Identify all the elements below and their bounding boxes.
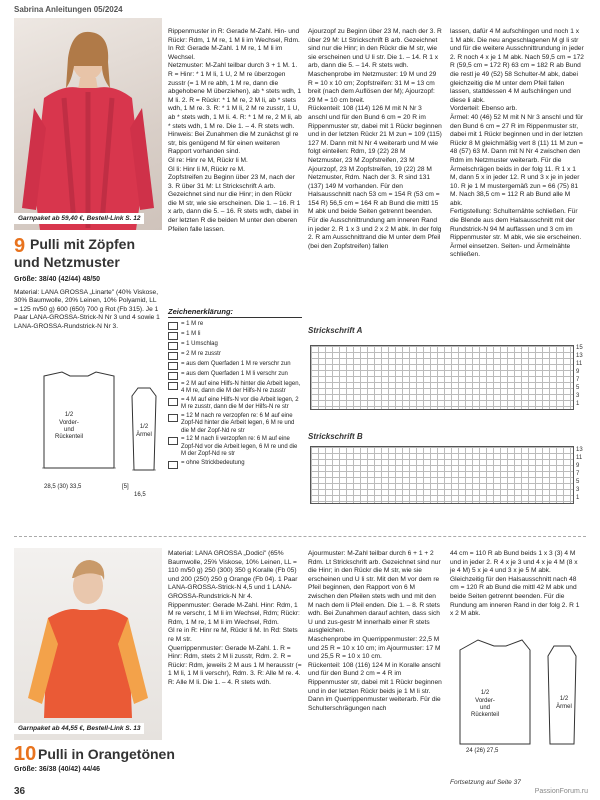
size-info-2: Größe: 36/38 (40/42) 44/46 — [14, 766, 100, 773]
model-illustration — [14, 18, 162, 230]
product-photo-orange-sweater — [14, 548, 162, 740]
instructions-col3: Ajourzopf zu Beginn über 23 M, nach der 3. R über 29 M: Lt Strickschrift B arb. Gezeichnet sind nur die Hinr; in den Rückr die M str, wie sie erscheinen und U li str. Die 1. – 14. R 1 x arb, dann die 5. – 14. R stets wdh. Maschenprobe im Netzmuster: 19 M und 29 R = 10 x 10 cm; Zopfstreifen: 31 M = 13 cm breit (nach dem Auflösen der M); Ajourzopf: 29 M = 10 cm breit. Rückenteil: 108 (114) 126 M mit N Nr 3 anschl und für den Bund 6 cm = 20 R im Rippenmuster str, dabei mit 1 Rückr beginnen und in der letzten Rückr 21 M zun = 109 (115) 127 M. Dann mit N Nr 4 weiterarb und M wie folgt einteilen: Rdm, 19 (22) 28 M Netzmuster, 23 M Zopfstreifen, 23 M Ajourzopf, 23 M Zopfstreifen, 19 (22) 28 M Netzmuster, Rdm. Nach der 3. R sind 131 (137) 149 M vorhanden. Für den Halsausschnitt nach 53 cm = 154 R (53 cm = 154 R) 56,5 cm = 164 R ab Bund die mittl 15 M abk und beide Seiten getrennt beenden. Für die Ausschnittrundung am inneren Rand in jeder 2. R 1 x 3 und 2 x 2 M abk. In der folg 2. R am Ausschnittrand die M unter dem Pfeil (bei den Zopfstreifen) fallen — [308, 28, 442, 250]
product-photo-red-sweater — [14, 18, 162, 230]
legend-text: = 1 M re — [181, 320, 204, 327]
chart-b-label: Strickschrift B — [308, 432, 363, 441]
s10-label-e: 1/2 — [559, 696, 569, 702]
legend-item — [168, 351, 302, 360]
legend-item — [168, 460, 302, 469]
legend-item — [168, 397, 302, 412]
legend-list — [168, 321, 302, 469]
schematic-label-6: Ärmel — [136, 432, 152, 438]
legend-item — [168, 413, 302, 436]
legend-item — [168, 381, 302, 396]
legend-symbol-icon — [168, 352, 178, 360]
schematic-label-3: und — [63, 427, 74, 433]
chart-row-number: 11 — [576, 455, 583, 461]
chart-b-grid — [310, 446, 574, 504]
legend-title: Zeichenerklärung: — [168, 308, 302, 318]
continuation-note: Fortsetzung auf Seite 37 — [450, 779, 521, 786]
schematic-sleeve-measure: 16,5 — [134, 492, 146, 498]
site-watermark: PassionForum.ru — [534, 788, 588, 795]
chart-a-label: Strickschrift A — [308, 326, 363, 335]
chart-row-number: 3 — [576, 487, 580, 493]
pattern-title-line2: und Netzmuster — [14, 254, 120, 270]
chart-a-grid — [310, 345, 574, 410]
chart-row-number: 1 — [576, 495, 580, 501]
legend-text: = aus dem Querfaden 1 M li verschr zun — [181, 370, 288, 377]
legend-symbol-icon — [168, 372, 178, 380]
legend-symbol-icon — [168, 461, 178, 469]
instructions-col2: Rippenmuster in R: Gerade M-Zahl. Hin- und Rückr: Rdm, 1 M re, 1 M li im Wechsel, Rdm. In Rd: Gerade M-Zahl. 1 M re, 1 M li im Wechsel. Netzmuster: M-Zahl teilbar durch 3 + 1 M. 1. R = Hinr: * 1 M li, 1 U, 2 M re überzogen zusstr (= 1 M re abh, 1 M re, dann die abgehobene M überziehen), ab * stets wdh, 1 M li. 2. R = Rückr: * 1 M re, 2 M li, ab * stets wdh, 1 M re. 3. R: * 1 M li, 2 M re zusstr, 1 U, ab * stets wdh, 1 M li. 4. R: * 1 M re, 2 M li, ab * stets wdh, 1 M re. Die 1. – 4. R stets wdh. Hinweis: Bei Zunahmen die M zunächst gl re str, bis genügend M für einen weiteren Rapport vorhanden sind. Gl re: Hinr re M, Rückr li M. Gl li: Hinr li M, Rückr re M. Zopfstreifen zu Beginn über 23 M, nach der 3. R über 31 M: Lt Strickschrift A arb. Gezeichnet sind nur die Hinr; in den Rückr die M str, wie sie erscheinen. Die 1. – 16. R 1 x arb, dann die 5. – 16. R stets wdh, dabei in der letzten R die beiden M unter den oberen Pfeilen falle lassen. — [168, 28, 302, 233]
instructions-col4-s10: 44 cm = 110 R ab Bund beids 1 x 3 (3) 4 M und in jeder 2. R 4 x je 3 und 4 x je 4 M (8 x je 4 M) 5 x je 4 und 3 x je 5 M abk. Gleichzeitig für den Halsausschnitt nach 48 cm = 120 R ab Bund die mittl 42 M abk und beide Seiten getrennt beenden. Für die Rundung am inneren Rand in der folg 2. R 1 x 2 M abk. — [450, 550, 580, 618]
chart-row-number: 7 — [576, 471, 580, 477]
s10-label-a: 1/2 — [480, 690, 490, 696]
chart-row-number: 11 — [576, 361, 583, 367]
pattern-number: 9 — [14, 235, 26, 257]
legend-text: = 1 M li — [181, 330, 201, 337]
model-illustration-2 — [14, 548, 162, 740]
size-info: Größe: 38/40 (42/44) 48/50 — [14, 276, 100, 283]
legend-symbol-icon — [168, 414, 178, 422]
s10-label-c: und — [479, 705, 490, 711]
legend-item — [168, 341, 302, 350]
s10-bottom-measure: 24 (26) 27,5 — [466, 748, 499, 754]
schematic-label-1: 1/2 — [64, 412, 74, 418]
price-caption-2: Garnpaket ab 44,55 €, Bestell-Link S. 13 — [14, 723, 144, 734]
chart-row-number: 7 — [576, 377, 580, 383]
legend-item — [168, 361, 302, 370]
pattern-title-2: Pulli in Orangetönen — [38, 746, 175, 762]
legend-text: = 2 M auf eine Hilfs-N hinter die Arbeit legen, 4 M re, dann die M der Hilfs-N re zusstr — [181, 380, 301, 395]
schematic-label-5: 1/2 — [139, 424, 149, 430]
legend-text: = ohne Strickbedeutung — [181, 459, 245, 466]
legend-text: = aus dem Querfaden 1 M re verschr zun — [181, 360, 291, 367]
legend-symbol-icon — [168, 398, 178, 406]
material-info: Material: LANA GROSSA „Linarte" (40% Viskose, 30% Baumwolle, 20% Leinen, 10% Polyamid, LL = 125 m/50 g) 600 (650) 700 g Rot (Fb 315). Je 1 Paar LANA-GROSSA-Strick-N Nr 3 und 4 sowie 1 LANA-GROSSA-Rundstrick-N Nr 3. — [14, 288, 160, 330]
chart-row-number: 1 — [576, 401, 580, 407]
schematic-bracket: [5] — [122, 484, 129, 490]
legend-item — [168, 371, 302, 380]
legend-symbol-icon — [168, 332, 178, 340]
chart-row-number: 5 — [576, 385, 580, 391]
chart-b-row-numbers — [576, 446, 583, 502]
page-header: Sabrina Anleitungen 05/2024 — [14, 5, 123, 14]
legend-symbol-icon — [168, 322, 178, 330]
chart-row-number: 5 — [576, 479, 580, 485]
chart-row-number: 9 — [576, 463, 580, 469]
chart-row-number: 9 — [576, 369, 580, 375]
section-divider — [14, 536, 586, 537]
legend-symbol-icon — [168, 362, 178, 370]
pattern-number-2: 10 — [14, 743, 37, 765]
s10-label-b: Vorder- — [475, 698, 495, 704]
legend-text: = 4 M auf eine Hilfs-N vor die Arbeit legen, 2 M re zusstr, dann die M der Hilfs-N re str — [181, 396, 299, 411]
legend-item — [168, 331, 302, 340]
legend-text: = 1 Umschlag — [181, 340, 218, 347]
legend-symbol-icon — [168, 437, 178, 445]
legend-text: = 2 M re zusstr — [181, 350, 221, 357]
chart-a-row-numbers — [576, 344, 583, 408]
instructions-col2-s10: Material: LANA GROSSA „Dodici" (65% Baumwolle, 25% Viskose, 10% Leinen, LL = 110 m/50 g) 250 (300) 350 g Koralle (Fb 05) und 200 (250) 250 g Orange (Fb 04). 1 Paar LANA-GROSSA-Strick-N 4,5 und 1 LANA-GROSSA-Rundstrick-N Nr 4. Rippenmuster: Gerade M-Zahl. Hinr: Rdm, 1 M re verschr, 1 M li im Wechsel, Rdm; Rückr: Rdm, 1 M re, 1 M li im Wechsel, Rdm. Gl re in R: Hinr re M, Rückr li M. In Rd: Stets re M str. Querrippenmuster: Gerade M-Zahl. 1. R = Hinr: Rdm, stets 2 M li zusstr, Rdm. 2. R = Rückr: Rdm, jeweils 2 M aus 1 M herausstr (= 1 M li, 1 M li verschr), Rdm. 3. R: Alle M re. 4. R: Alle M li. Die 1. – 4. R stets wdh. — [168, 550, 302, 686]
schematic-s10 — [450, 632, 586, 754]
s10-label-f: Ärmel — [556, 704, 572, 710]
page-number: 36 — [14, 786, 26, 797]
s10-label-d: Rückenteil — [470, 712, 499, 718]
legend-symbol-icon — [168, 342, 178, 350]
legend-text: = 12 M nach li verzopfen re: 6 M auf eine Zopf-Nd vor die Arbeit legen, 6 M re und die M der Zopf-Nd re str — [181, 436, 298, 458]
schematic-label-4: Rückenteil — [54, 434, 83, 440]
legend-item — [168, 321, 302, 330]
chart-row-number: 3 — [576, 393, 580, 399]
schematic-label-2: Vorder- — [59, 420, 79, 426]
legend-item — [168, 436, 302, 459]
legend-symbol-icon — [168, 382, 178, 390]
chart-row-number: 13 — [576, 447, 583, 453]
legend-text: = 12 M nach re verzopfen re: 6 M auf eine Zopf-Nd hinter die Arbeit legen, 6 M re und die M der Zopf-Nd re str — [181, 412, 295, 434]
instructions-col3-s10: Ajourmuster: M-Zahl teilbar durch 6 + 1 + 2 Rdm. Lt Strickschrift arb. Gezeichnet sind nur die Hinr; in den Rückr die M str, wie sie erscheinen und U li str. Mit den M vor dem re Pfeil beginnen, den Rapport von 6 M zwischen den Pfeilen stets wdh und mit den M nach dem li Pfeil enden. Die 1. – 8. R stets wdh. Bei Zunahmen darauf achten, dass sich U und zus-gestr M innerhalb einer R stets ausgleichen. Maschenprobe im Querrippenmuster: 22,5 M und 25 R = 10 x 10 cm; im Ajourmuster: 17 M und 25,5 R = 10 x 10 cm. Rückenteil: 108 (116) 124 M in Koralle anschl und für den Bund 2 cm = 4 R im Rippenmuster str, dabei mit 1 Rückr beginnen und in der letzten Rückr beids je 1 M li str. Dann im Querrippenmuster weiterarb. Für die Schulterschrägungen nach — [308, 550, 442, 712]
price-caption: Garnpaket ab 59,40 €, Bestell-Link S. 12 — [14, 213, 144, 224]
schematic-bottom-measure: 28,5 (30) 33,5 — [44, 484, 82, 490]
chart-row-number: 15 — [576, 345, 583, 351]
chart-row-number: 13 — [576, 353, 583, 359]
pattern-title-line1: Pulli mit Zöpfen — [30, 236, 135, 252]
instructions-col4: lassen, dafür 4 M aufschlingen und noch 1 x 1 M abk. Die neu angeschlagenen M gl li str und für die weitere Ausschnittrundung in jeder 2. R noch 4 x je 1 M abk. Nach 59,5 cm = 172 R (59,5 cm = 172 R) 63 cm = 182 R ab Bund die restl je 49 (52) 58 Schulter-M abk, dabei gleichzeitig die M unter dem Pfeil fallen lassen, stattdessen 4 M aufschlingen und diese li abk. Vorderteil: Ebenso arb. Ärmel: 40 (46) 52 M mit N Nr 3 anschl und für den Bund 6 cm = 27 R im Rippenmuster str, dabei mit 1 Rückr beginnen und in der letzten Rückr 8 M gleichmäßig vert 8 (11) 11 M zun = 48 (57) 63 M. Dann mit N Nr 4 zwischen den Rdm im Netzmuster weiterarb. Für die Ärmelschrägen beids in der folg 11. R 1 x 1 M, dann 5 x in jeder 12. R und 3 x je in jeder 10. R je 1 M mustergemäß zun = 66 (75) 81 M. Nach 38,5 cm = 112 R ab Bund alle M abk. Fertigstellung: Schulternähte schließen. Für die Blende aus dem Halsausschnitt mit der Rundstrick-N 94 M auffassen und 3 cm im Rippenmuster str. M abk, wie sie erscheinen. Ärmel einsetzen. Seiten- und Ärmelnähte schließen. — [450, 28, 584, 259]
